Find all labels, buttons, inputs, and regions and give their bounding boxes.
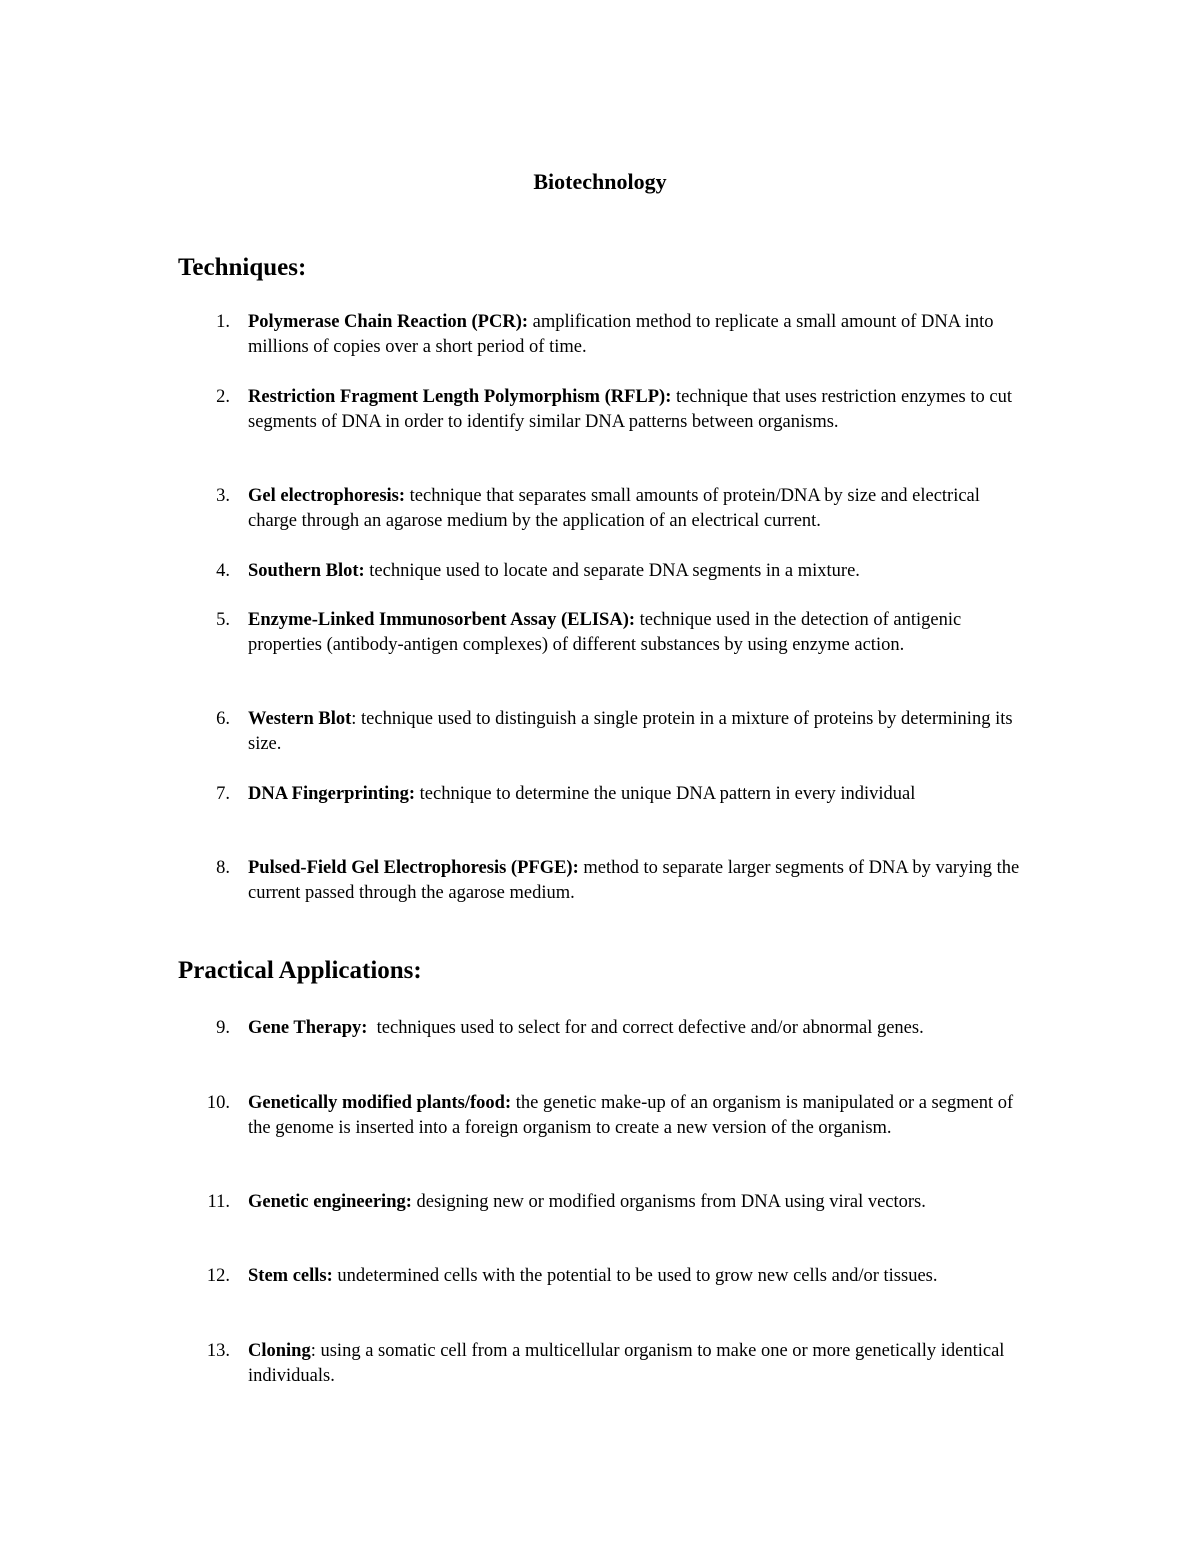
- item-number: 1.: [216, 312, 230, 332]
- item-definition: method to separate larger segments of DNA by varying the current passed through the agarose medium.: [248, 858, 1020, 903]
- item-number: 8.: [216, 858, 230, 878]
- item-term: Pulsed-Field Gel Electrophoresis (PFGE):: [248, 858, 579, 878]
- item-definition: the genetic make-up of an organism is manipulated or a segment of the genome is inserted into a foreign organism to create a new version of the organism.: [248, 1093, 1014, 1138]
- item-definition: technique that uses restriction enzymes to cut segments of DNA in order to identify similar DNA patterns between organisms.: [248, 387, 1012, 432]
- item-definition: technique used to locate and separate DNA segments in a mixture.: [364, 561, 860, 581]
- item-text: [248, 782, 1033, 807]
- item-definition: undetermined cells with the potential to be used to grow new cells and/or tissues.: [332, 1266, 938, 1286]
- item-term: DNA Fingerprinting:: [248, 784, 416, 804]
- item-text: [248, 310, 1033, 360]
- item-number: 7.: [216, 784, 230, 804]
- item-definition: designing new or modified organisms from DNA using viral vectors.: [411, 1192, 926, 1212]
- item-term: Enzyme-Linked Immunosorbent Assay (ELISA):: [248, 610, 636, 630]
- item-term: Polymerase Chain Reaction (PCR):: [248, 312, 529, 332]
- item-term: Western Blot: [248, 709, 352, 729]
- section-heading-techniques: Techniques:: [178, 254, 307, 281]
- item-term: Genetic engineering:: [248, 1192, 412, 1212]
- item-term: Restriction Fragment Length Polymorphism (RFLP):: [248, 387, 672, 407]
- item-term: Stem cells:: [248, 1266, 333, 1286]
- item-number: 12.: [206, 1266, 230, 1286]
- item-text: [248, 1190, 1033, 1215]
- item-text: [248, 1339, 1033, 1389]
- item-definition: technique that separates small amounts of protein/DNA by size and electrical charge through an agarose medium by the application of an electrical current.: [248, 486, 980, 531]
- item-term: Genetically modified plants/food:: [248, 1093, 512, 1113]
- item-text: [248, 608, 1033, 658]
- item-number: 6.: [216, 709, 230, 729]
- item-definition: technique to determine the unique DNA pattern in every individual: [415, 784, 916, 804]
- item-definition: : technique used to distinguish a single protein in a mixture of proteins by determining its size.: [248, 709, 1013, 754]
- item-text: [248, 707, 1033, 757]
- item-text: [248, 856, 1033, 906]
- item-number: 5.: [216, 610, 230, 630]
- item-text: [248, 385, 1033, 435]
- item-number: 4.: [216, 561, 230, 581]
- item-text: [248, 1091, 1033, 1141]
- section-heading-practical-applications: Practical Applications:: [178, 957, 422, 984]
- item-number: 9.: [216, 1018, 230, 1038]
- item-number: 10.: [206, 1093, 230, 1113]
- item-text: [248, 1016, 1033, 1041]
- item-text: [248, 484, 1033, 534]
- item-definition: : using a somatic cell from a multicellular organism to make one or more genetically identical individuals.: [248, 1341, 1005, 1386]
- item-number: 2.: [216, 387, 230, 407]
- item-definition: techniques used to select for and correct defective and/or abnormal genes.: [367, 1018, 924, 1038]
- item-definition: amplification method to replicate a small amount of DNA into millions of copies over a short period of time.: [248, 312, 994, 357]
- item-text: [248, 559, 1033, 584]
- item-number: 13.: [206, 1341, 230, 1361]
- document-title: Biotechnology: [533, 169, 667, 194]
- item-definition: technique used in the detection of antigenic properties (antibody-antigen complexes) of different substances by using enzyme action.: [248, 610, 962, 655]
- item-number: 11.: [207, 1192, 230, 1212]
- item-term: Gel electrophoresis:: [248, 486, 406, 506]
- item-text: [248, 1264, 1033, 1289]
- item-term: Gene Therapy:: [248, 1018, 368, 1038]
- item-term: Cloning: [248, 1341, 311, 1361]
- item-term: Southern Blot:: [248, 561, 365, 581]
- item-number: 3.: [216, 486, 230, 506]
